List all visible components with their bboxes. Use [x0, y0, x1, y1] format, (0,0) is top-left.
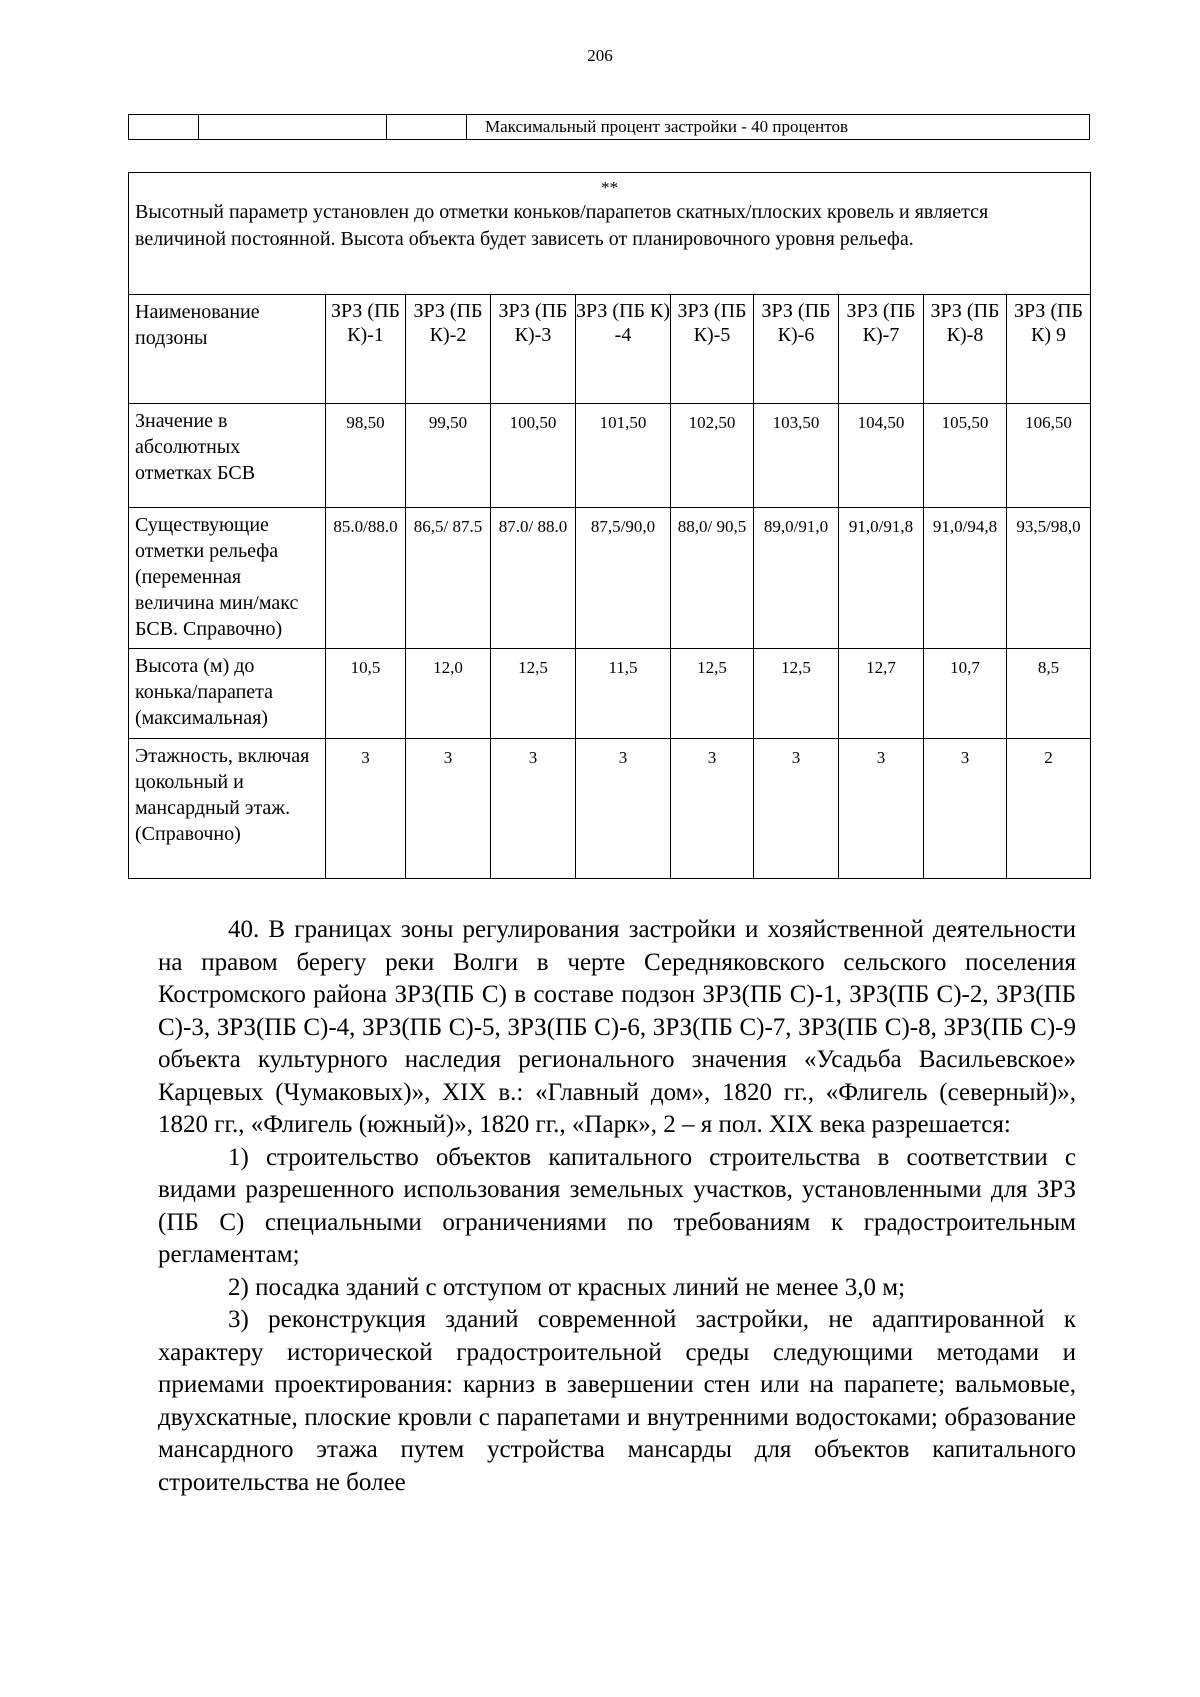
empty-cell	[129, 115, 199, 140]
list-item-3: 3) реконструкция зданий современной застройки, не адаптированной к характеру исторической градостроительной среды следующими методами и приемами проектирования: карниз в завершении стен или на парапете; вальмовые, двухскатные, плоские кровли с парапетами и внутренними водостоками; образование мансардного этажа путем устройства мансарды для объектов капитального строительства не более	[158, 1306, 1076, 1496]
table-cell: 10,5	[326, 649, 406, 739]
table-cell: 3	[491, 739, 576, 879]
table-row	[129, 649, 1091, 739]
note-text: Высотный параметр установлен до отметки коньков/парапетов скатных/плоских кровель и является величиной постоянной. Высота объекта будет зависеть от планировочного уровня рельефа.	[135, 201, 989, 250]
table-cell: 2	[1007, 739, 1091, 879]
table-cell: 3	[326, 739, 406, 879]
table-cell: 98,50	[326, 404, 406, 508]
table-cell: 88,0/ 90,5	[671, 508, 754, 649]
table-cell: 103,50	[754, 404, 839, 508]
row-label: Этажность, включая цокольный и мансардный этаж. (Справочно)	[129, 739, 326, 879]
page-number: 206	[587, 46, 613, 65]
table-cell: 91,0/91,8	[839, 508, 924, 649]
empty-cell	[387, 115, 467, 140]
table-cell: 3	[671, 739, 754, 879]
table-cell: 3	[924, 739, 1007, 879]
table-cell: 85.0/88.0	[326, 508, 406, 649]
zone-header: ЗРЗ (ПБ К)-6	[754, 295, 839, 404]
table-cell: 12,5	[754, 649, 839, 739]
table-row	[129, 508, 1091, 649]
table-cell: 12,0	[406, 649, 491, 739]
table-cell: 87.0/ 88.0	[491, 508, 576, 649]
zone-header: ЗРЗ (ПБ К)-5	[671, 295, 754, 404]
row-label: Значение в абсолютных отметках БСВ	[129, 404, 326, 508]
table-cell: 12,5	[491, 649, 576, 739]
table-cell: 12,5	[671, 649, 754, 739]
zone-header: ЗРЗ (ПБ К)-2	[406, 295, 491, 404]
table-cell: 89,0/91,0	[754, 508, 839, 649]
table-cell: 3	[576, 739, 671, 879]
zone-header: ЗРЗ (ПБ К)-8	[924, 295, 1007, 404]
table-cell: 106,50	[1007, 404, 1091, 508]
row-label: Существующие отметки рельефа (переменная величина мин/макс БСВ. Справочно)	[129, 508, 326, 649]
table-cell: 3	[839, 739, 924, 879]
table-cell: 12,7	[839, 649, 924, 739]
note-stars: **	[601, 178, 619, 197]
table-cell: 8,5	[1007, 649, 1091, 739]
table-cell: 3	[406, 739, 491, 879]
body-text	[158, 914, 1076, 1499]
table-cell: 3	[754, 739, 839, 879]
table-cell: 87,5/90,0	[576, 508, 671, 649]
table-cell: 101,50	[576, 404, 671, 508]
height-note-cell	[129, 173, 1091, 295]
table-cell: 91,0/94,8	[924, 508, 1007, 649]
list-item-1: 1) строительство объектов капитального строительства в соответствии с видами разрешенного использования земельных участков, установленными для ЗРЗ (ПБ С) специальными ограничениями по требованиям к градостроительным регламентам;	[158, 1143, 1076, 1268]
max-build-percent-text: Максимальный процент застройки - 40 процентов	[467, 115, 1090, 140]
table-cell: 99,50	[406, 404, 491, 508]
zone-header: ЗРЗ (ПБ К)-3	[491, 295, 576, 404]
table-cell: 93,5/98,0	[1007, 508, 1091, 649]
zone-header: ЗРЗ (ПБ К) -4	[576, 295, 671, 404]
table-row	[129, 739, 1091, 879]
table-cell: 104,50	[839, 404, 924, 508]
max-build-percent-table	[128, 114, 1090, 140]
height-parameters-table	[128, 172, 1091, 879]
zone-header: ЗРЗ (ПБ К) 9	[1007, 295, 1091, 404]
subzone-header: Наименование подзоны	[129, 295, 326, 404]
empty-cell	[199, 115, 387, 140]
table-cell: 100,50	[491, 404, 576, 508]
table-cell: 10,7	[924, 649, 1007, 739]
table-cell: 102,50	[671, 404, 754, 508]
table-cell: 86,5/ 87.5	[406, 508, 491, 649]
table-row	[129, 404, 1091, 508]
zone-header: ЗРЗ (ПБ К)-1	[326, 295, 406, 404]
table-header-row	[129, 295, 1091, 404]
row-label: Высота (м) до конька/парапета (максимальная)	[129, 649, 326, 739]
paragraph-40: 40. В границах зоны регулирования застройки и хозяйственной деятельности на правом берегу реки Волги в черте Середняковского сельского поселения Костромского района ЗРЗ(ПБ С) в составе подзон ЗРЗ(ПБ С)-1, ЗРЗ(ПБ С)-2, ЗРЗ(ПБ С)-3, ЗРЗ(ПБ С)-4, ЗРЗ(ПБ С)-5, ЗРЗ(ПБ С)-6, ЗРЗ(ПБ С)-7, ЗРЗ(ПБ С)-8, ЗРЗ(ПБ С)-9 объекта культурного наследия регионального значения «Усадьба Васильевское» Карцевых (Чумаковых)», XIX в.: «Главный дом», 1820 гг., «Флигель (северный)», 1820 гг., «Флигель (южный)», 1820 гг., «Парк», 2 – я пол. XIX века разрешается:	[158, 916, 1076, 1138]
table-cell: 105,50	[924, 404, 1007, 508]
zone-header: ЗРЗ (ПБ К)-7	[839, 295, 924, 404]
list-item-2: 2) посадка зданий с отступом от красных линий не менее 3,0 м;	[228, 1273, 906, 1301]
table-cell: 11,5	[576, 649, 671, 739]
